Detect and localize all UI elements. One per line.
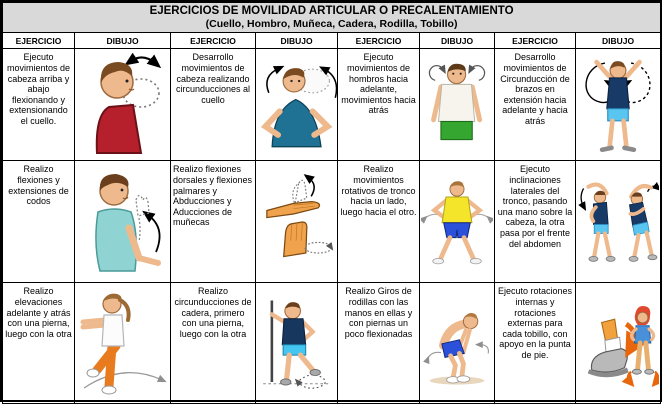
table-row: [3, 161, 661, 283]
exercise-text: Realizo Giros de rodillas con las manos en ellas y con piernas un poco flexionadas: [338, 283, 420, 404]
arm-circles-figure: [577, 52, 659, 158]
drawing-cell: [576, 161, 661, 283]
drawing-cell: [75, 49, 171, 161]
drawing-cell: [420, 49, 495, 161]
exercise-text: Ejecuto inclinaciones laterales del tronco, pasando una mano sobre la cabeza, la otra pasa por el frente del abdomen: [495, 161, 576, 283]
column-header-dibujo-1: DIBUJO: [75, 33, 171, 49]
wrist-flexion-hands: [258, 167, 336, 277]
exercise-text: Desarrollo movimientos de cabeza realizando circunducciones al cuello: [171, 49, 256, 161]
column-header-ejercicio-4: EJERCICIO: [495, 33, 576, 49]
knee-circles-figure: [421, 288, 493, 398]
drawing-cell: [75, 283, 171, 404]
column-header-dibujo-4: DIBUJO: [576, 33, 661, 49]
drawing-cell: [75, 161, 171, 283]
ankle-rotation-figures: [577, 288, 659, 398]
exercise-text: Ejecuto movimientos de cabeza arriba y abajo flexionando y extensionando el cuello.: [3, 49, 75, 161]
drawing-cell: [420, 283, 495, 404]
exercise-text: Ejecuto rotaciones internas y rotaciones externas para cada tobillo, con apoyo en la punta de pie.: [495, 283, 576, 404]
trunk-rotation-figure: [421, 166, 493, 278]
neck-circumduction-figure: [257, 53, 337, 157]
exercise-text: Realizo circunducciones de cadera, primero con una pierna, luego con la otra: [171, 283, 256, 404]
head-flexion-figure: [77, 53, 169, 157]
exercise-table: [2, 2, 661, 404]
drawing-cell: [420, 161, 495, 283]
exercise-text: Desarrollo movimientos de Circunducción de brazos en extensión hacia adelante y hacia atrás: [495, 49, 576, 161]
header-row: [3, 33, 661, 49]
column-header-dibujo-3: DIBUJO: [420, 33, 495, 49]
table-row: [3, 49, 661, 161]
side-bend-figures: [577, 167, 659, 277]
drawing-cell: [256, 283, 338, 404]
leg-swing-figure: [78, 288, 168, 398]
exercise-text: Realizo elevaciones adelante y atrás con una pierna, luego con la otra: [3, 283, 75, 404]
shoulder-rolls-figure: [422, 52, 492, 158]
column-header-ejercicio-1: EJERCICIO: [3, 33, 75, 49]
page-title: EJERCICIOS DE MOVILIDAD ARTICULAR O PRECALENTAMIENTO: [149, 5, 514, 17]
drawing-cell: [256, 161, 338, 283]
table-title-block: [3, 3, 661, 33]
column-header-ejercicio-2: EJERCICIO: [171, 33, 256, 49]
drawing-cell: [256, 49, 338, 161]
column-header-ejercicio-3: EJERCICIO: [338, 33, 420, 49]
table-row: [3, 283, 661, 404]
elbow-flexion-figure: [78, 168, 168, 276]
column-header-dibujo-2: DIBUJO: [256, 33, 338, 49]
drawing-cell: [576, 49, 661, 161]
exercise-text: Realizo movimientos rotativos de tronco hacia un lado, luego hacia el otro.: [338, 161, 420, 283]
page-subtitle: (Cuello, Hombro, Muñeca, Cadera, Rodilla, Tobillo): [205, 18, 458, 31]
exercise-text: Realizo flexiones y extensiones de codos: [3, 161, 75, 283]
exercise-text: Realizo flexiones dorsales y flexiones palmares y Abducciones y Aducciones de muñecas: [171, 161, 256, 283]
hip-circumduction-figure: [258, 288, 336, 398]
drawing-cell: [576, 283, 661, 404]
exercise-text: Ejecuto movimientos de hombros hacia adelante, movimientos hacia atrás: [338, 49, 420, 161]
